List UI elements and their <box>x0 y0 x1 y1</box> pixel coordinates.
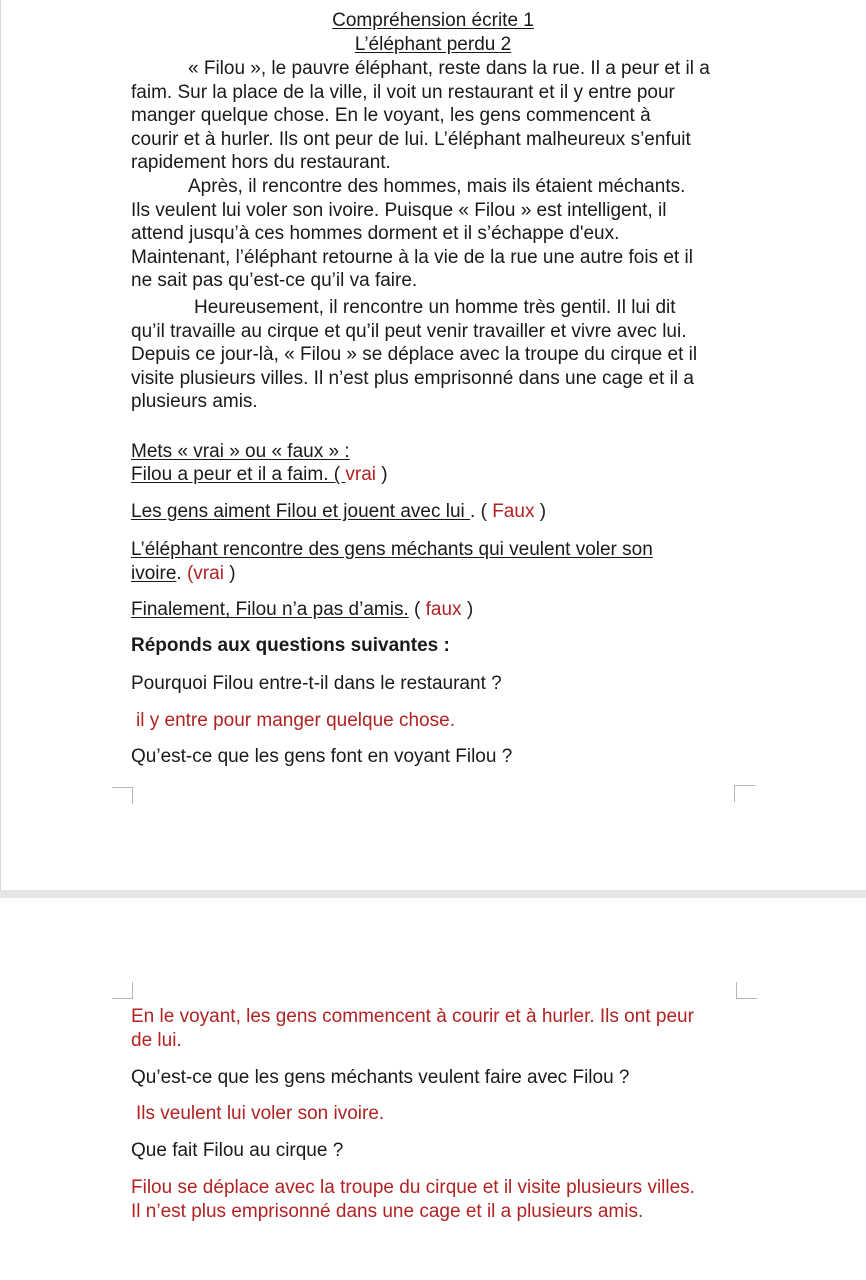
suffix: . <box>470 501 481 522</box>
true-false-item-4 <box>131 598 473 622</box>
answer-2-line-2: de lui. <box>131 1030 182 1051</box>
answer-word: vrai <box>345 464 376 485</box>
answer-open: ( <box>414 599 426 620</box>
story-line: ne sait pas qu’est-ce qu’il va faire. <box>131 270 418 292</box>
answer-open: ( <box>480 501 493 522</box>
story-line: rapidement hors du restaurant. <box>131 152 391 174</box>
margin-crop-mark <box>112 787 133 804</box>
answer-close: ) <box>223 563 236 584</box>
answer-open: ( <box>333 464 346 485</box>
answer-4-line-1: Filou se déplace avec la troupe du cirque et il visite plusieurs villes. <box>131 1177 695 1198</box>
story-line: « Filou », le pauvre éléphant, reste dans la rue. Il a peur et il a <box>188 58 710 79</box>
story-paragraph-2 <box>131 175 751 293</box>
true-false-item-2 <box>131 500 546 524</box>
questions-heading: Réponds aux questions suivantes : <box>131 635 450 656</box>
suffix: . <box>176 563 187 584</box>
story-line: courir et à hurler. Ils ont peur de lui. L’éléphant malheureux s’enfuit <box>131 128 691 150</box>
true-false-heading: Mets « vrai » ou « faux » : <box>131 441 350 462</box>
true-false-item-3-line-2 <box>131 562 236 586</box>
answer-4-line-2: Il n’est plus emprisonné dans une cage et il a plusieurs amis. <box>131 1201 644 1222</box>
story-line: plusieurs amis. <box>131 391 258 413</box>
statement: Finalement, Filou n’a pas d’amis. <box>131 599 409 620</box>
story-line: Après, il rencontre des hommes, mais ils étaient méchants. <box>188 176 686 197</box>
question-2: Qu’est-ce que les gens font en voyant Filou ? <box>131 746 513 767</box>
story-line: manger quelque chose. En le voyant, les gens commencent à <box>131 105 651 127</box>
answer-word: vrai <box>193 563 224 584</box>
story-line: Ils veulent lui voler son ivoire. Puisque « Filou » est intelligent, il <box>131 199 667 221</box>
question-4: Que fait Filou au cirque ? <box>131 1140 344 1161</box>
answer-word: Faux <box>492 501 535 522</box>
answer-close: ) <box>461 599 474 620</box>
document-subtitle: L’éléphant perdu 2 <box>354 34 512 55</box>
story-line: Maintenant, l’éléphant retourne à la vie de la rue une autre fois et il <box>131 246 693 268</box>
margin-crop-mark <box>734 785 755 802</box>
answer-open: ( <box>186 563 194 584</box>
margin-crop-mark <box>736 982 757 999</box>
story-line: Depuis ce jour-là, « Filou » se déplace avec la troupe du cirque et il <box>131 344 698 366</box>
margin-crop-mark <box>112 982 133 999</box>
story-line: Heureusement, il rencontre un homme très gentil. Il lui dit <box>194 297 676 318</box>
question-1: Pourquoi Filou entre-t-il dans le restaurant ? <box>131 673 502 694</box>
document-title: Compréhension écrite 1 <box>332 10 534 31</box>
page-separator <box>0 890 866 898</box>
story-line: faim. Sur la place de la ville, il voit un restaurant et il y entre pour <box>131 81 675 103</box>
answer-word: faux <box>425 599 462 620</box>
page-edge <box>0 0 1 890</box>
answer-1: il y entre pour manger quelque chose. <box>136 710 455 731</box>
question-3: Qu’est-ce que les gens méchants veulent faire avec Filou ? <box>131 1067 630 1088</box>
story-line: qu’il travaille au cirque et qu’il peut venir travailler et vivre avec lui. <box>131 320 687 342</box>
statement: Filou a peur et il a faim. <box>131 464 334 485</box>
document-page-2 <box>0 898 866 1280</box>
story-line: visite plusieurs villes. Il n’est plus emprisonné dans une cage et il a <box>131 367 694 389</box>
story-paragraph-1 <box>131 57 751 175</box>
answer-2-line-1: En le voyant, les gens commencent à courir et à hurler. Ils ont peur <box>131 1006 694 1027</box>
answer-3: Ils veulent lui voler son ivoire. <box>136 1103 385 1124</box>
answer-close: ) <box>376 464 388 485</box>
statement: ivoire <box>131 563 177 584</box>
true-false-item-1 <box>131 463 388 487</box>
statement: Les gens aiment Filou et jouent avec lui <box>131 501 471 522</box>
true-false-item-3-line-1: L’éléphant rencontre des gens méchants qui veulent voler son <box>131 539 653 560</box>
story-paragraph-3 <box>131 296 751 414</box>
answer-close: ) <box>534 501 547 522</box>
story-line: attend jusqu’à ces hommes dorment et il s’échappe d'eux. <box>131 223 620 245</box>
